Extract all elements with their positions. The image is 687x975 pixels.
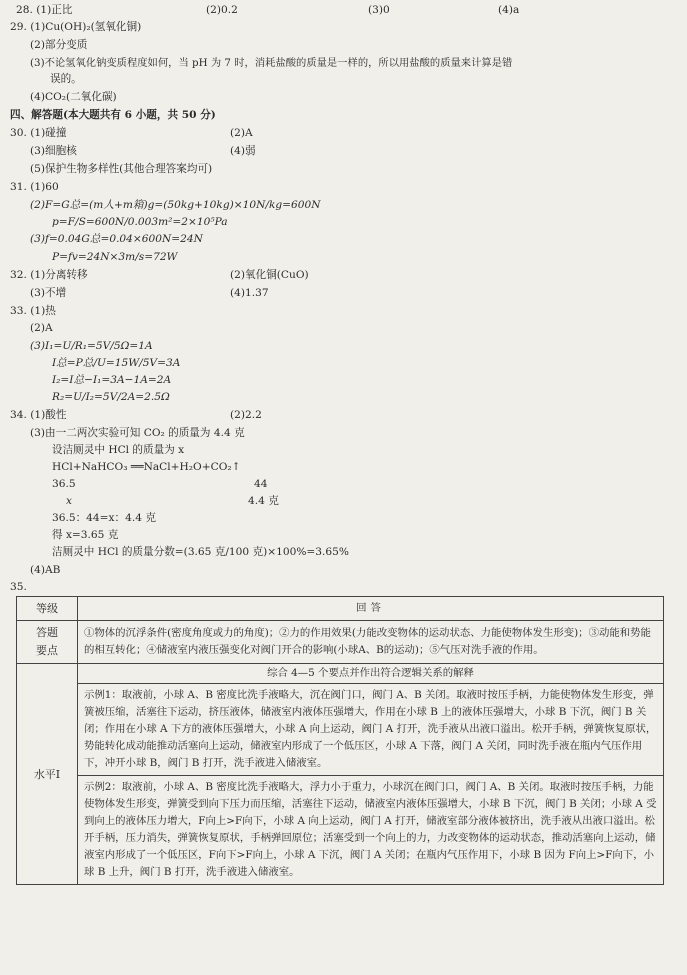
q28-answer-2: (2)0.2	[206, 4, 238, 16]
q35-scoring-table	[16, 596, 664, 885]
key-points-label: 答题 要点	[17, 621, 78, 664]
table-row-key-points	[17, 621, 664, 664]
q34-ratio-co2: 44	[254, 478, 268, 490]
q34-unknown-x: x	[66, 495, 72, 507]
q31-line-3: p=F/S=600N/0.003m²=2×10⁵Pa	[52, 216, 228, 228]
table-header-row	[17, 597, 664, 621]
q34-answer-1: 34. (1)酸性	[10, 409, 67, 421]
header-level: 等级	[17, 597, 78, 621]
q28-answer-3: (3)0	[368, 4, 390, 16]
q28-answer-4: (4)a	[498, 4, 520, 16]
q31-line-1: 31. (1)60	[10, 181, 59, 193]
q35-number: 35.	[10, 581, 27, 593]
q34-result: 得 x=3.65 克	[52, 529, 119, 541]
key-points-text: ①物体的沉浮条件(密度角度或力的角度)；②力的作用效果(力能改变物体的运动状态、力能使物体发生形变)；③动能和势能的相互转化；④储液室内液压强变化对阀门开合的影响(小球A、B的运动)；⑤气压对洗手液的作用。	[78, 621, 664, 664]
q34-mass-fraction: 洁厕灵中 HCl 的质量分数=(3.65 克/100 克)×100%=3.65%	[52, 546, 349, 558]
q32-answer-3: (3)不增	[30, 287, 67, 299]
table-row-example2	[17, 776, 664, 885]
example1-text: 示例1：取液前，小球 A、B 密度比洗手液略大，沉在阀门口，阀门 A、B 关闭。取液时按压手柄，力能使物体发生形变，弹簧被压缩，活塞往下运动，挤压液体，储液室内液体压强增大，作用在小球 B 上的液体压强增大，小球 B 下沉，阀门 B 关闭；作用在小球 A 下方的液体压强增大，小球 A 向上运动，阀门 A 打开，洗手液从出液口溢出。松开手柄，弹簧恢复原状，势能转化成动能推动活塞向上运动，储液室内形成了一个低压区，小球 A 下落，阀门 A 关闭，同时洗手液在瓶内气压作用下，冲开小球 B，阀门 B 打开，洗手液进入储液室。	[78, 684, 664, 776]
q30-answer-4: (4)弱	[230, 145, 256, 157]
table-row-level1-heading	[17, 664, 664, 684]
example2-text: 示例2：取液前，小球 A、B 密度比洗手液略大，浮力小于重力，小球沉在阀门口，阀门 A、B 关闭。取液时按压手柄，力能使物体发生形变，弹簧受到向下压力而压缩，活塞往下运动，储液室内液体压强增大，小球 B 下沉，阀门 B 关闭；小球 A 受到向上的液体压力增大，F向上>F向下，小球 A 向上运动，阀门 A 打开，储液室部分液体被挤出，洗手液从出液口溢出。松开手柄，压力消失，弹簧恢复原状，手柄弹回原位；活塞受到一个向上的力，力改变物体的运动状态，推动活塞向上运动，储液室内形成了一个低压区，F向下>F向上，小球 A 下沉，阀门 A 关闭；在瓶内气压作用下，小球 B 因为 F向上>F向下，小球 B 上升，阀门 B 打开，洗手液进入储液室。	[78, 776, 664, 885]
q29-line-2: (2)部分变质	[30, 39, 88, 51]
q34-answer-2: (2)2.2	[230, 409, 262, 421]
q34-proportion: 36.5：44=x：4.4 克	[52, 512, 156, 524]
section-heading: 四、解答题(本大题共有 6 小题，共 50 分)	[10, 109, 216, 121]
q33-line-3: (3)I₁=U/R₁=5V/5Ω=1A	[30, 340, 153, 352]
q29-line-3: (3)不论氢氧化钠变质程度如何，当 pH 为 7 时，消耗盐酸的质量是一样的，所以用盐酸的质量来计算是错	[30, 57, 513, 69]
q33-line-2: (2)A	[30, 322, 53, 334]
q33-line-1: 33. (1)热	[10, 305, 56, 317]
q33-line-5: I₂=I总−I₁=3A−1A=2A	[52, 374, 172, 386]
q29-line-4: (4)CO₂(二氧化碳)	[30, 91, 117, 103]
q34-mass-co2: 4.4 克	[248, 495, 279, 507]
level1-label: 水平Ⅰ	[17, 664, 78, 885]
q30-answer-5: (5)保护生物多样性(其他合理答案均可)	[30, 163, 213, 175]
q30-answer-3: (3)细胞核	[30, 145, 77, 157]
q33-line-4: I总=P总/U=15W/5V=3A	[52, 357, 181, 369]
q32-answer-1: 32. (1)分离转移	[10, 269, 88, 281]
q30-answer-1: 30. (1)碰撞	[10, 127, 67, 139]
q34-answer-4: (4)AB	[30, 564, 61, 576]
q29-line-3b: 误的。	[50, 73, 82, 85]
q31-line-4: (3)f=0.04G总=0.04×600N=24N	[30, 233, 203, 245]
q30-answer-2: (2)A	[230, 127, 253, 139]
q34-ratio-hcl: 36.5	[52, 478, 76, 490]
q32-answer-4: (4)1.37	[230, 287, 269, 299]
q34-line-3: (3)由一二两次实验可知 CO₂ 的质量为 4.4 克	[30, 427, 245, 439]
q31-line-5: P=fv=24N×3m/s=72W	[52, 251, 178, 263]
header-answer: 回答	[78, 597, 664, 621]
q34-equation: HCl+NaHCO₃ ══NaCl+H₂O+CO₂↑	[52, 461, 241, 473]
q28-answer-1: 28. (1)正比	[16, 4, 73, 16]
q34-line-4: 设洁厕灵中 HCl 的质量为 x	[52, 444, 185, 456]
level1-criteria: 综合 4—5 个要点并作出符合逻辑关系的解释	[78, 664, 664, 684]
q29-line-1: 29. (1)Cu(OH)₂(氢氧化铜)	[10, 21, 142, 33]
table-row-example1	[17, 684, 664, 776]
q32-answer-2: (2)氧化铜(CuO)	[230, 269, 309, 281]
q31-line-2: (2)F=G总=(m人+m箱)g=(50kg+10kg)×10N/kg=600N	[30, 199, 321, 211]
q33-line-6: R₂=U/I₂=5V/2A=2.5Ω	[52, 391, 170, 403]
